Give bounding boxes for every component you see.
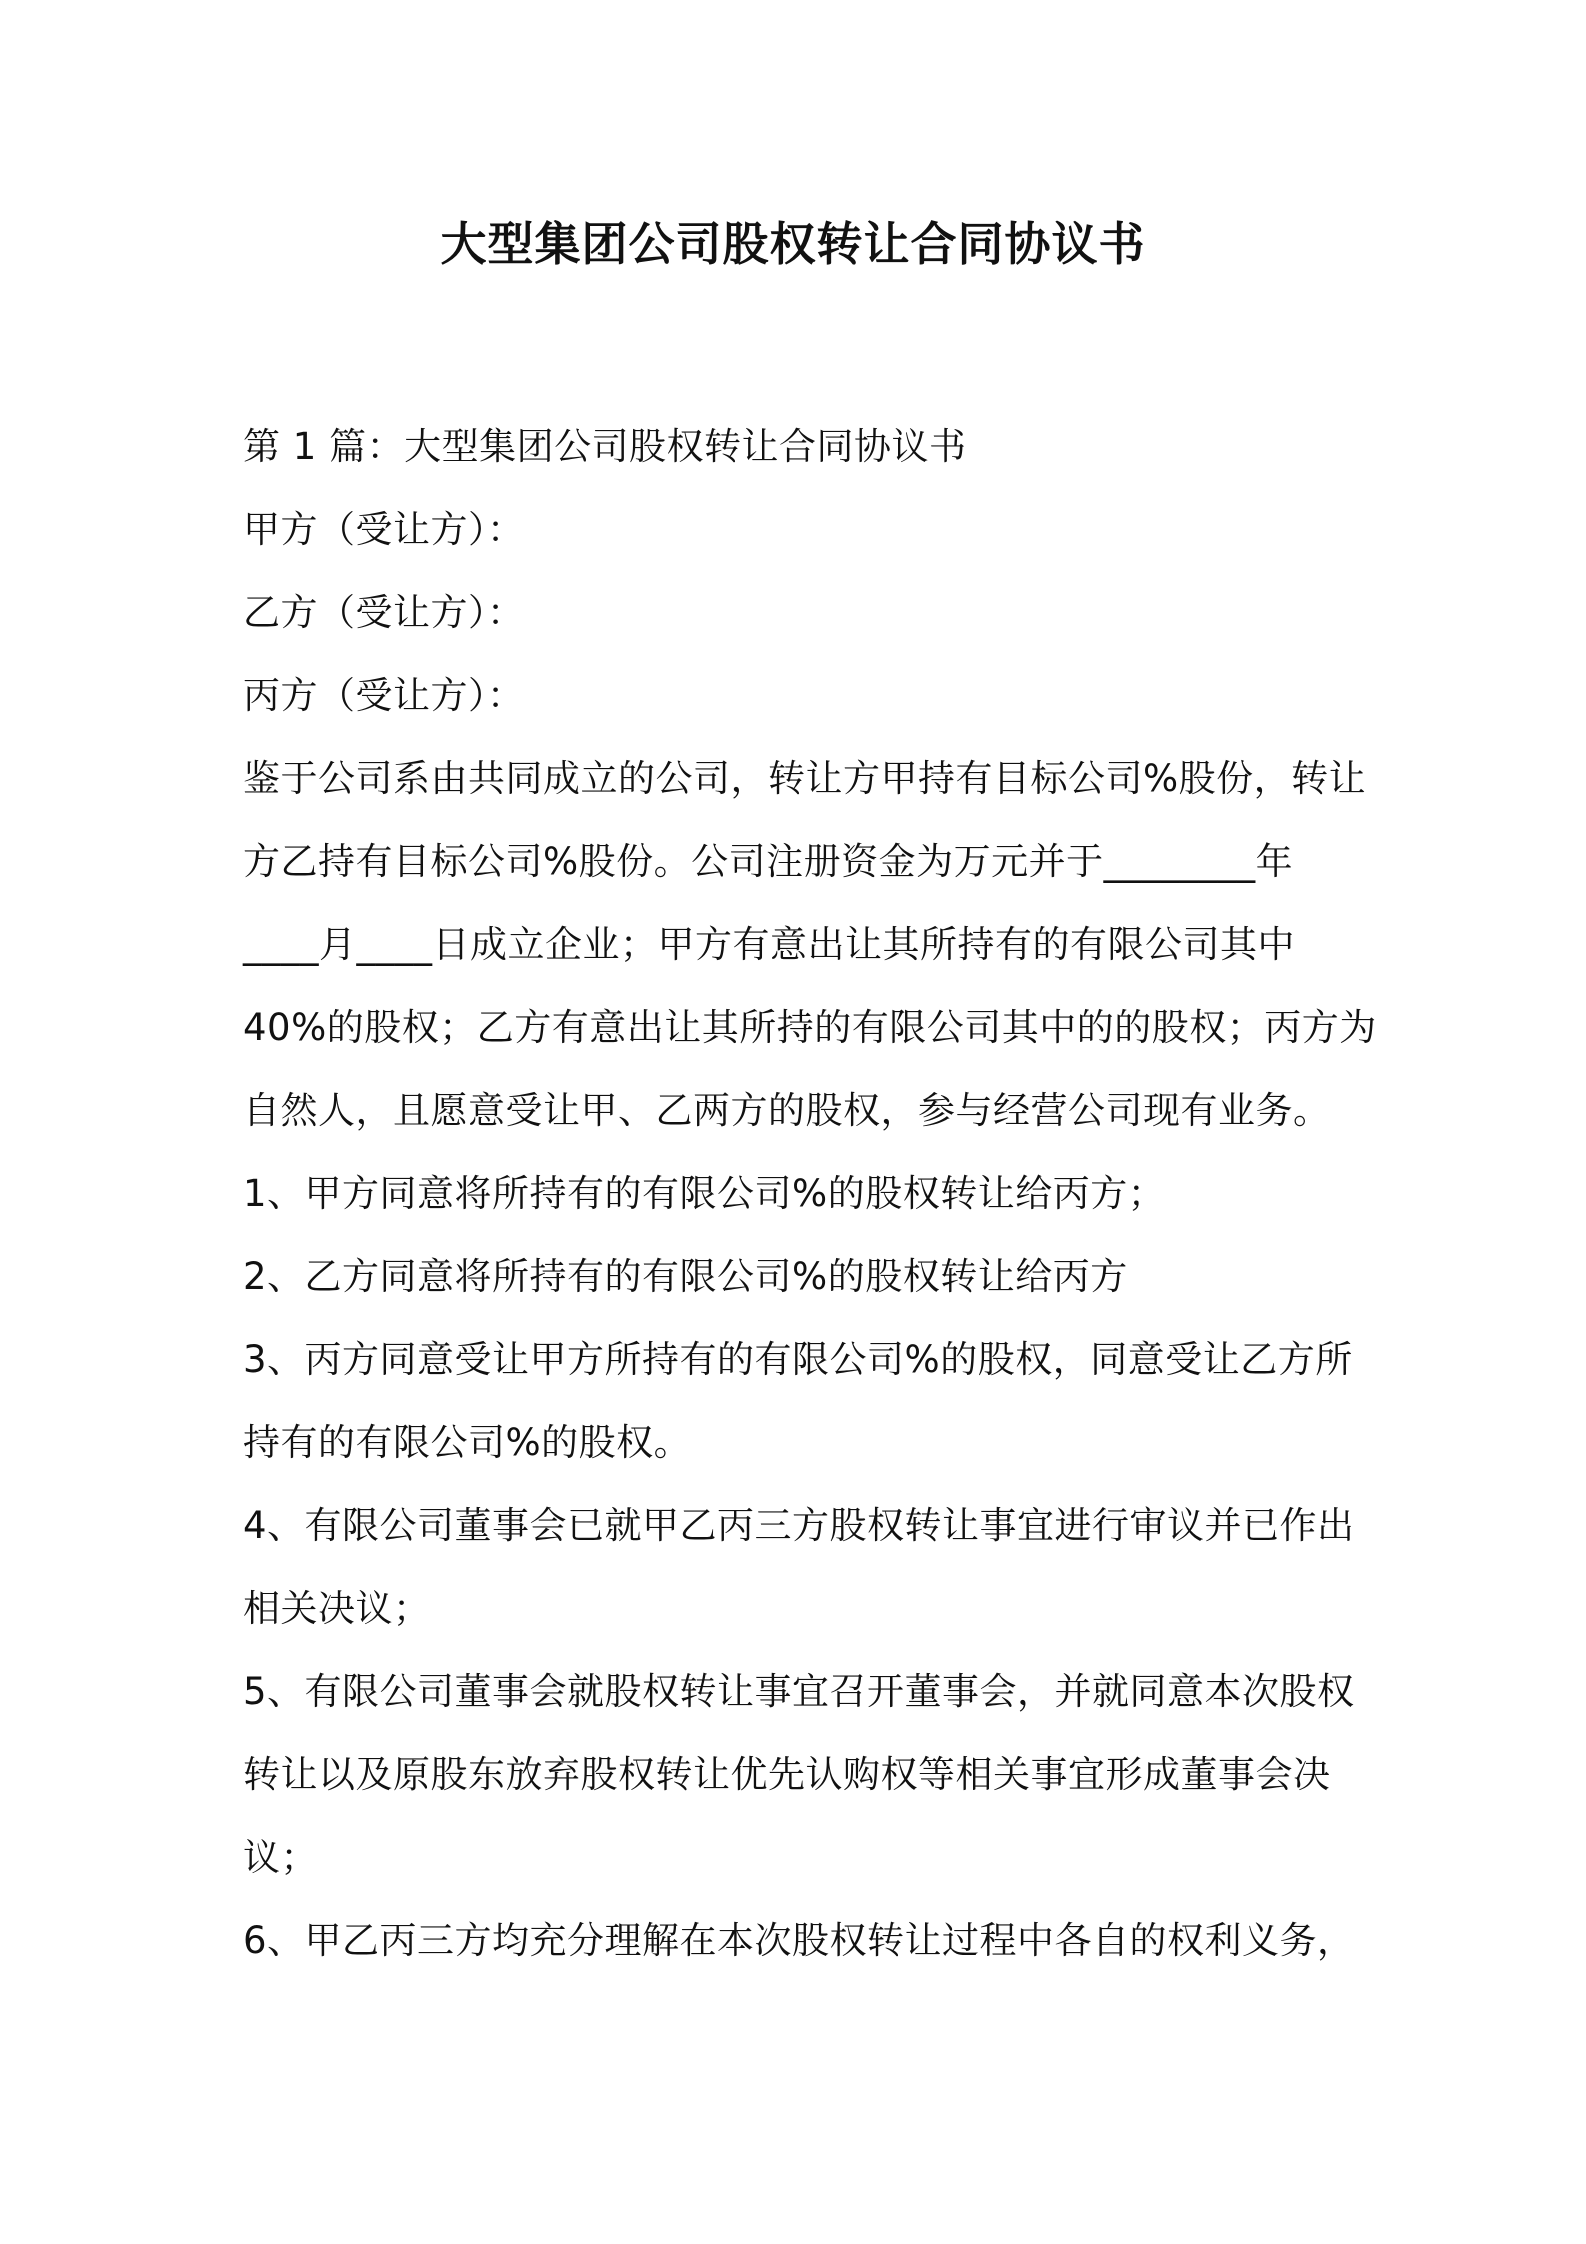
recital-line: 40%的股权；乙方有意出让其所持的有限公司其中的的股权；丙方为: [243, 1006, 1377, 1049]
recital-line: 自然人，且愿意受让甲、乙两方的股权，参与经营公司现有业务。: [243, 1089, 1331, 1132]
party-c-line: 丙方（受让方）：: [243, 674, 525, 717]
party-b-line: 乙方（受让方）：: [243, 591, 525, 634]
clause-2-line: 2、乙方同意将所持有的有限公司%的股权转让给丙方: [243, 1255, 1128, 1298]
recital-line: ____月____日成立企业；甲方有意出让其所持有的有限公司其中: [243, 923, 1295, 966]
clause-1-line: 1、甲方同意将所持有的有限公司%的股权转让给丙方；: [243, 1172, 1166, 1215]
section-heading: 第 1 篇：大型集团公司股权转让合同协议书: [243, 425, 967, 468]
clause-5-line: 转让以及原股东放弃股权转让优先认购权等相关事宜形成董事会决: [243, 1753, 1331, 1796]
clause-5-line: 议；: [243, 1836, 318, 1879]
clause-5-line: 5、有限公司董事会就股权转让事宜召开董事会，并就同意本次股权: [243, 1670, 1355, 1713]
clause-3-line: 持有的有限公司%的股权。: [243, 1421, 692, 1464]
party-a-line: 甲方（受让方）：: [243, 508, 525, 551]
clause-6-line: 6、甲乙丙三方均充分理解在本次股权转让过程中各自的权利义务，: [243, 1919, 1355, 1962]
document-title: 大型集团公司股权转让合同协议书: [440, 217, 1146, 271]
recital-line: 鉴于公司系由共同成立的公司，转让方甲持有目标公司%股份，转让: [243, 757, 1367, 800]
clause-3-line: 3、丙方同意受让甲方所持有的有限公司%的股权，同意受让乙方所: [243, 1338, 1353, 1381]
clause-4-line: 4、有限公司董事会已就甲乙丙三方股权转让事宜进行审议并已作出: [243, 1504, 1355, 1547]
clause-4-line: 相关决议；: [243, 1587, 431, 1630]
document-body: [243, 405, 1377, 1982]
recital-line: 方乙持有目标公司%股份。公司注册资金为万元并于________年: [243, 840, 1294, 883]
